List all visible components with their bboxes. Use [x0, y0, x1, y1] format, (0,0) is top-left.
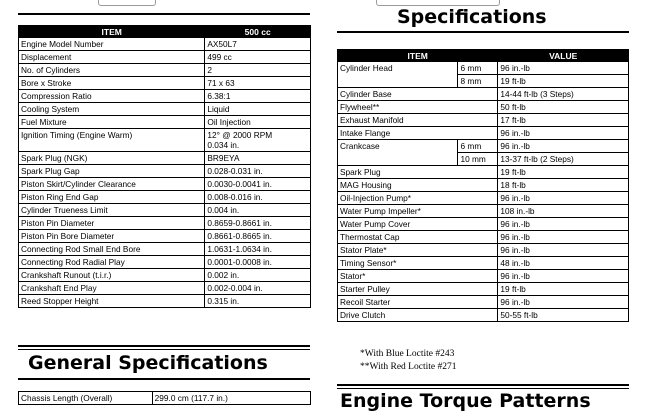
torque-value-header: VALUE [498, 50, 629, 62]
engine-spec-value-line: BR9EYA [207, 153, 240, 163]
engine-spec-value [205, 204, 311, 217]
engine-spec-value [205, 269, 311, 282]
torque-spec-row [338, 192, 629, 205]
torque-spec-row [338, 270, 629, 283]
torque-spec-row [338, 296, 629, 309]
torque-spec-value: 96 in.-lb [498, 192, 629, 205]
torque-spec-row [338, 231, 629, 244]
engine-spec-item: Reed Stopper Height [19, 295, 205, 308]
top-left-field[interactable] [98, 0, 156, 6]
engine-spec-item: Connecting Rod Small End Bore [19, 243, 205, 256]
torque-spec-value: 96 in.-lb [498, 140, 629, 153]
torque-spec-value: 17 ft-lb [498, 114, 629, 127]
engine-spec-value-line: 0.028-0.031 in. [207, 166, 263, 176]
torque-spec-value: 50-55 ft-lb [498, 309, 629, 322]
torque-specs-table [337, 49, 629, 322]
engine-spec-value [205, 64, 311, 77]
engine-spec-value-line: 0.8661-0.8665 in. [207, 231, 272, 241]
engine-value-header: 500 cc [205, 26, 311, 38]
general-specs-table [18, 391, 311, 405]
torque-spec-value: 108 in.-lb [498, 205, 629, 218]
engine-specs-header [19, 26, 311, 38]
torque-spec-item: MAG Housing [338, 179, 498, 192]
torque-spec-item: Flywheel** [338, 101, 498, 114]
engine-spec-row [19, 256, 311, 269]
engine-spec-row [19, 217, 311, 230]
engine-spec-value [205, 295, 311, 308]
engine-spec-value [205, 191, 311, 204]
torque-spec-row [338, 101, 629, 114]
engine-spec-item: Ignition Timing (Engine Warm) [19, 129, 205, 152]
torque-patterns-title: Engine Torque Patterns [340, 390, 591, 412]
torque-spec-row [338, 309, 629, 322]
torque-spec-row [338, 205, 629, 218]
torque-spec-row [338, 62, 629, 75]
torque-spec-row [338, 88, 629, 101]
torque-spec-item: Stator Plate* [338, 244, 498, 257]
torque-item-header: ITEM [338, 50, 498, 62]
engine-spec-item: No. of Cylinders [19, 64, 205, 77]
torque-spec-item: Crankcase [338, 140, 458, 166]
torque-spec-row [338, 218, 629, 231]
engine-spec-item: Spark Plug Gap [19, 165, 205, 178]
torque-spec-item: Oil-Injection Pump* [338, 192, 498, 205]
engine-spec-value-line: 1.0631-1.0634 in. [207, 244, 272, 254]
engine-spec-value [205, 230, 311, 243]
torque-spec-row [338, 114, 629, 127]
torque-spec-row [338, 257, 629, 270]
torque-spec-item: Recoil Starter [338, 296, 498, 309]
torque-patterns-rule-thin [337, 388, 629, 389]
engine-spec-value-line: 0.8659-0.8661 in. [207, 218, 272, 228]
engine-spec-value-line: 12° @ 2000 RPM [207, 130, 273, 140]
engine-spec-value [205, 103, 311, 116]
torque-spec-value: 96 in.-lb [498, 244, 629, 257]
engine-spec-row [19, 51, 311, 64]
torque-spec-item: Starter Pulley [338, 283, 498, 296]
engine-spec-item: Fuel Mixture [19, 116, 205, 129]
engine-spec-item: Displacement [19, 51, 205, 64]
engine-spec-value [205, 165, 311, 178]
engine-spec-value [205, 38, 311, 51]
torque-spec-value: 96 in.-lb [498, 270, 629, 283]
torque-spec-item: Exhaust Manifold [338, 114, 498, 127]
general-specs-rule-top-thin [18, 349, 310, 350]
engine-spec-value-line: 0.315 in. [207, 296, 240, 306]
torque-spec-value: 48 in.-lb [498, 257, 629, 270]
loctite-note-red: **With Red Loctite #271 [360, 362, 457, 372]
engine-spec-row [19, 243, 311, 256]
engine-item-header: ITEM [19, 26, 205, 38]
engine-spec-value [205, 129, 311, 152]
torque-spec-value: 13-37 ft-lb (2 Steps) [498, 153, 629, 166]
torque-spec-item: Drive Clutch [338, 309, 498, 322]
torque-spec-value: 96 in.-lb [498, 62, 629, 75]
engine-spec-row [19, 282, 311, 295]
torque-spec-value: 18 ft-lb [498, 179, 629, 192]
torque-spec-value: 50 ft-lb [498, 101, 629, 114]
general-specs-title: General Specifications [28, 352, 268, 374]
engine-spec-row [19, 269, 311, 282]
torque-spec-value: 19 ft-lb [498, 283, 629, 296]
engine-spec-row [19, 191, 311, 204]
torque-spec-row [338, 140, 629, 153]
torque-spec-row [338, 127, 629, 140]
engine-spec-row [19, 295, 311, 308]
engine-spec-value [205, 217, 311, 230]
engine-spec-row [19, 77, 311, 90]
engine-spec-row [19, 230, 311, 243]
engine-spec-value-line: 0.034 in. [207, 140, 240, 150]
torque-spec-item: Cylinder Head [338, 62, 458, 88]
torque-spec-item: Cylinder Base [338, 88, 498, 101]
engine-spec-value-line: 499 cc [207, 52, 232, 62]
loctite-note-blue: *With Blue Loctite #243 [360, 349, 455, 359]
torque-spec-item: Water Pump Cover [338, 218, 498, 231]
engine-spec-row [19, 116, 311, 129]
engine-spec-value [205, 77, 311, 90]
engine-spec-row [19, 204, 311, 217]
engine-spec-item: Cooling System [19, 103, 205, 116]
specs-title: Specifications [397, 6, 547, 28]
torque-spec-size: 6 mm [458, 140, 498, 153]
engine-spec-value [205, 51, 311, 64]
torque-spec-value: 96 in.-lb [498, 296, 629, 309]
torque-patterns-rule-top [337, 384, 629, 386]
general-specs-rule-top [18, 345, 310, 347]
engine-spec-value [205, 90, 311, 103]
engine-spec-value-line: 0.002 in. [207, 270, 240, 280]
general-spec-item: Chassis Length (Overall) [19, 392, 153, 405]
engine-spec-row [19, 38, 311, 51]
engine-spec-row [19, 64, 311, 77]
torque-spec-row [338, 166, 629, 179]
engine-spec-item: Engine Model Number [19, 38, 205, 51]
engine-spec-value [205, 243, 311, 256]
torque-specs-header [338, 50, 629, 62]
general-spec-value: 299.0 cm (117.7 in.) [152, 392, 310, 405]
torque-spec-row [338, 283, 629, 296]
torque-spec-value: 19 ft-lb [498, 75, 629, 88]
torque-spec-value: 96 in.-lb [498, 231, 629, 244]
engine-spec-value-line: 71 x 63 [207, 78, 235, 88]
engine-spec-value-line: Oil Injection [207, 117, 251, 127]
torque-spec-item: Stator* [338, 270, 498, 283]
engine-spec-item: Compression Ratio [19, 90, 205, 103]
engine-spec-item: Cylinder Trueness Limit [19, 204, 205, 217]
engine-spec-item: Crankshaft End Play [19, 282, 205, 295]
engine-spec-value-line: 2 [207, 65, 212, 75]
torque-spec-row [338, 179, 629, 192]
engine-spec-item: Piston Ring End Gap [19, 191, 205, 204]
torque-spec-value: 19 ft-lb [498, 166, 629, 179]
torque-spec-item: Water Pump Impeller* [338, 205, 498, 218]
general-spec-row [19, 392, 311, 405]
torque-spec-value: 96 in.-lb [498, 127, 629, 140]
engine-spec-value-line: 0.002-0.004 in. [207, 283, 263, 293]
engine-spec-value [205, 116, 311, 129]
engine-spec-value [205, 178, 311, 191]
engine-spec-row [19, 103, 311, 116]
torque-spec-item: Intake Flange [338, 127, 498, 140]
engine-spec-item: Piston Pin Diameter [19, 217, 205, 230]
engine-spec-value [205, 256, 311, 269]
engine-spec-value-line: AX50L7 [207, 39, 237, 49]
torque-spec-item: Thermostat Cap [338, 231, 498, 244]
specs-title-rule [337, 31, 629, 33]
engine-spec-row [19, 129, 311, 152]
engine-spec-value [205, 152, 311, 165]
engine-spec-value-line: 0.0030-0.0041 in. [207, 179, 272, 189]
engine-spec-row [19, 90, 311, 103]
engine-spec-value-line: 0.008-0.016 in. [207, 192, 263, 202]
engine-specs-table [18, 25, 311, 308]
torque-spec-item: Spark Plug [338, 166, 498, 179]
engine-spec-row [19, 152, 311, 165]
engine-spec-item: Bore x Stroke [19, 77, 205, 90]
engine-spec-item: Piston Pin Bore Diameter [19, 230, 205, 243]
engine-spec-item: Connecting Rod Radial Play [19, 256, 205, 269]
engine-spec-row [19, 178, 311, 191]
engine-spec-value-line: 0.0001-0.0008 in. [207, 257, 272, 267]
torque-spec-row [338, 244, 629, 257]
torque-spec-value: 96 in.-lb [498, 218, 629, 231]
torque-spec-size: 8 mm [458, 75, 498, 88]
torque-spec-size: 10 mm [458, 153, 498, 166]
torque-spec-size: 6 mm [458, 62, 498, 75]
engine-spec-value-line: 6.38:1 [207, 91, 231, 101]
top-left-rule [18, 13, 310, 15]
engine-spec-row [19, 165, 311, 178]
engine-spec-item: Piston Skirt/Cylinder Clearance [19, 178, 205, 191]
engine-spec-value-line: Liquid [207, 104, 230, 114]
engine-spec-item: Spark Plug (NGK) [19, 152, 205, 165]
engine-spec-value-line: 0.004 in. [207, 205, 240, 215]
engine-spec-item: Crankshaft Runout (t.i.r.) [19, 269, 205, 282]
engine-spec-value [205, 282, 311, 295]
torque-spec-item: Timing Sensor* [338, 257, 498, 270]
torque-spec-value: 14-44 ft-lb (3 Steps) [498, 88, 629, 101]
general-specs-rule-bottom [18, 378, 310, 380]
